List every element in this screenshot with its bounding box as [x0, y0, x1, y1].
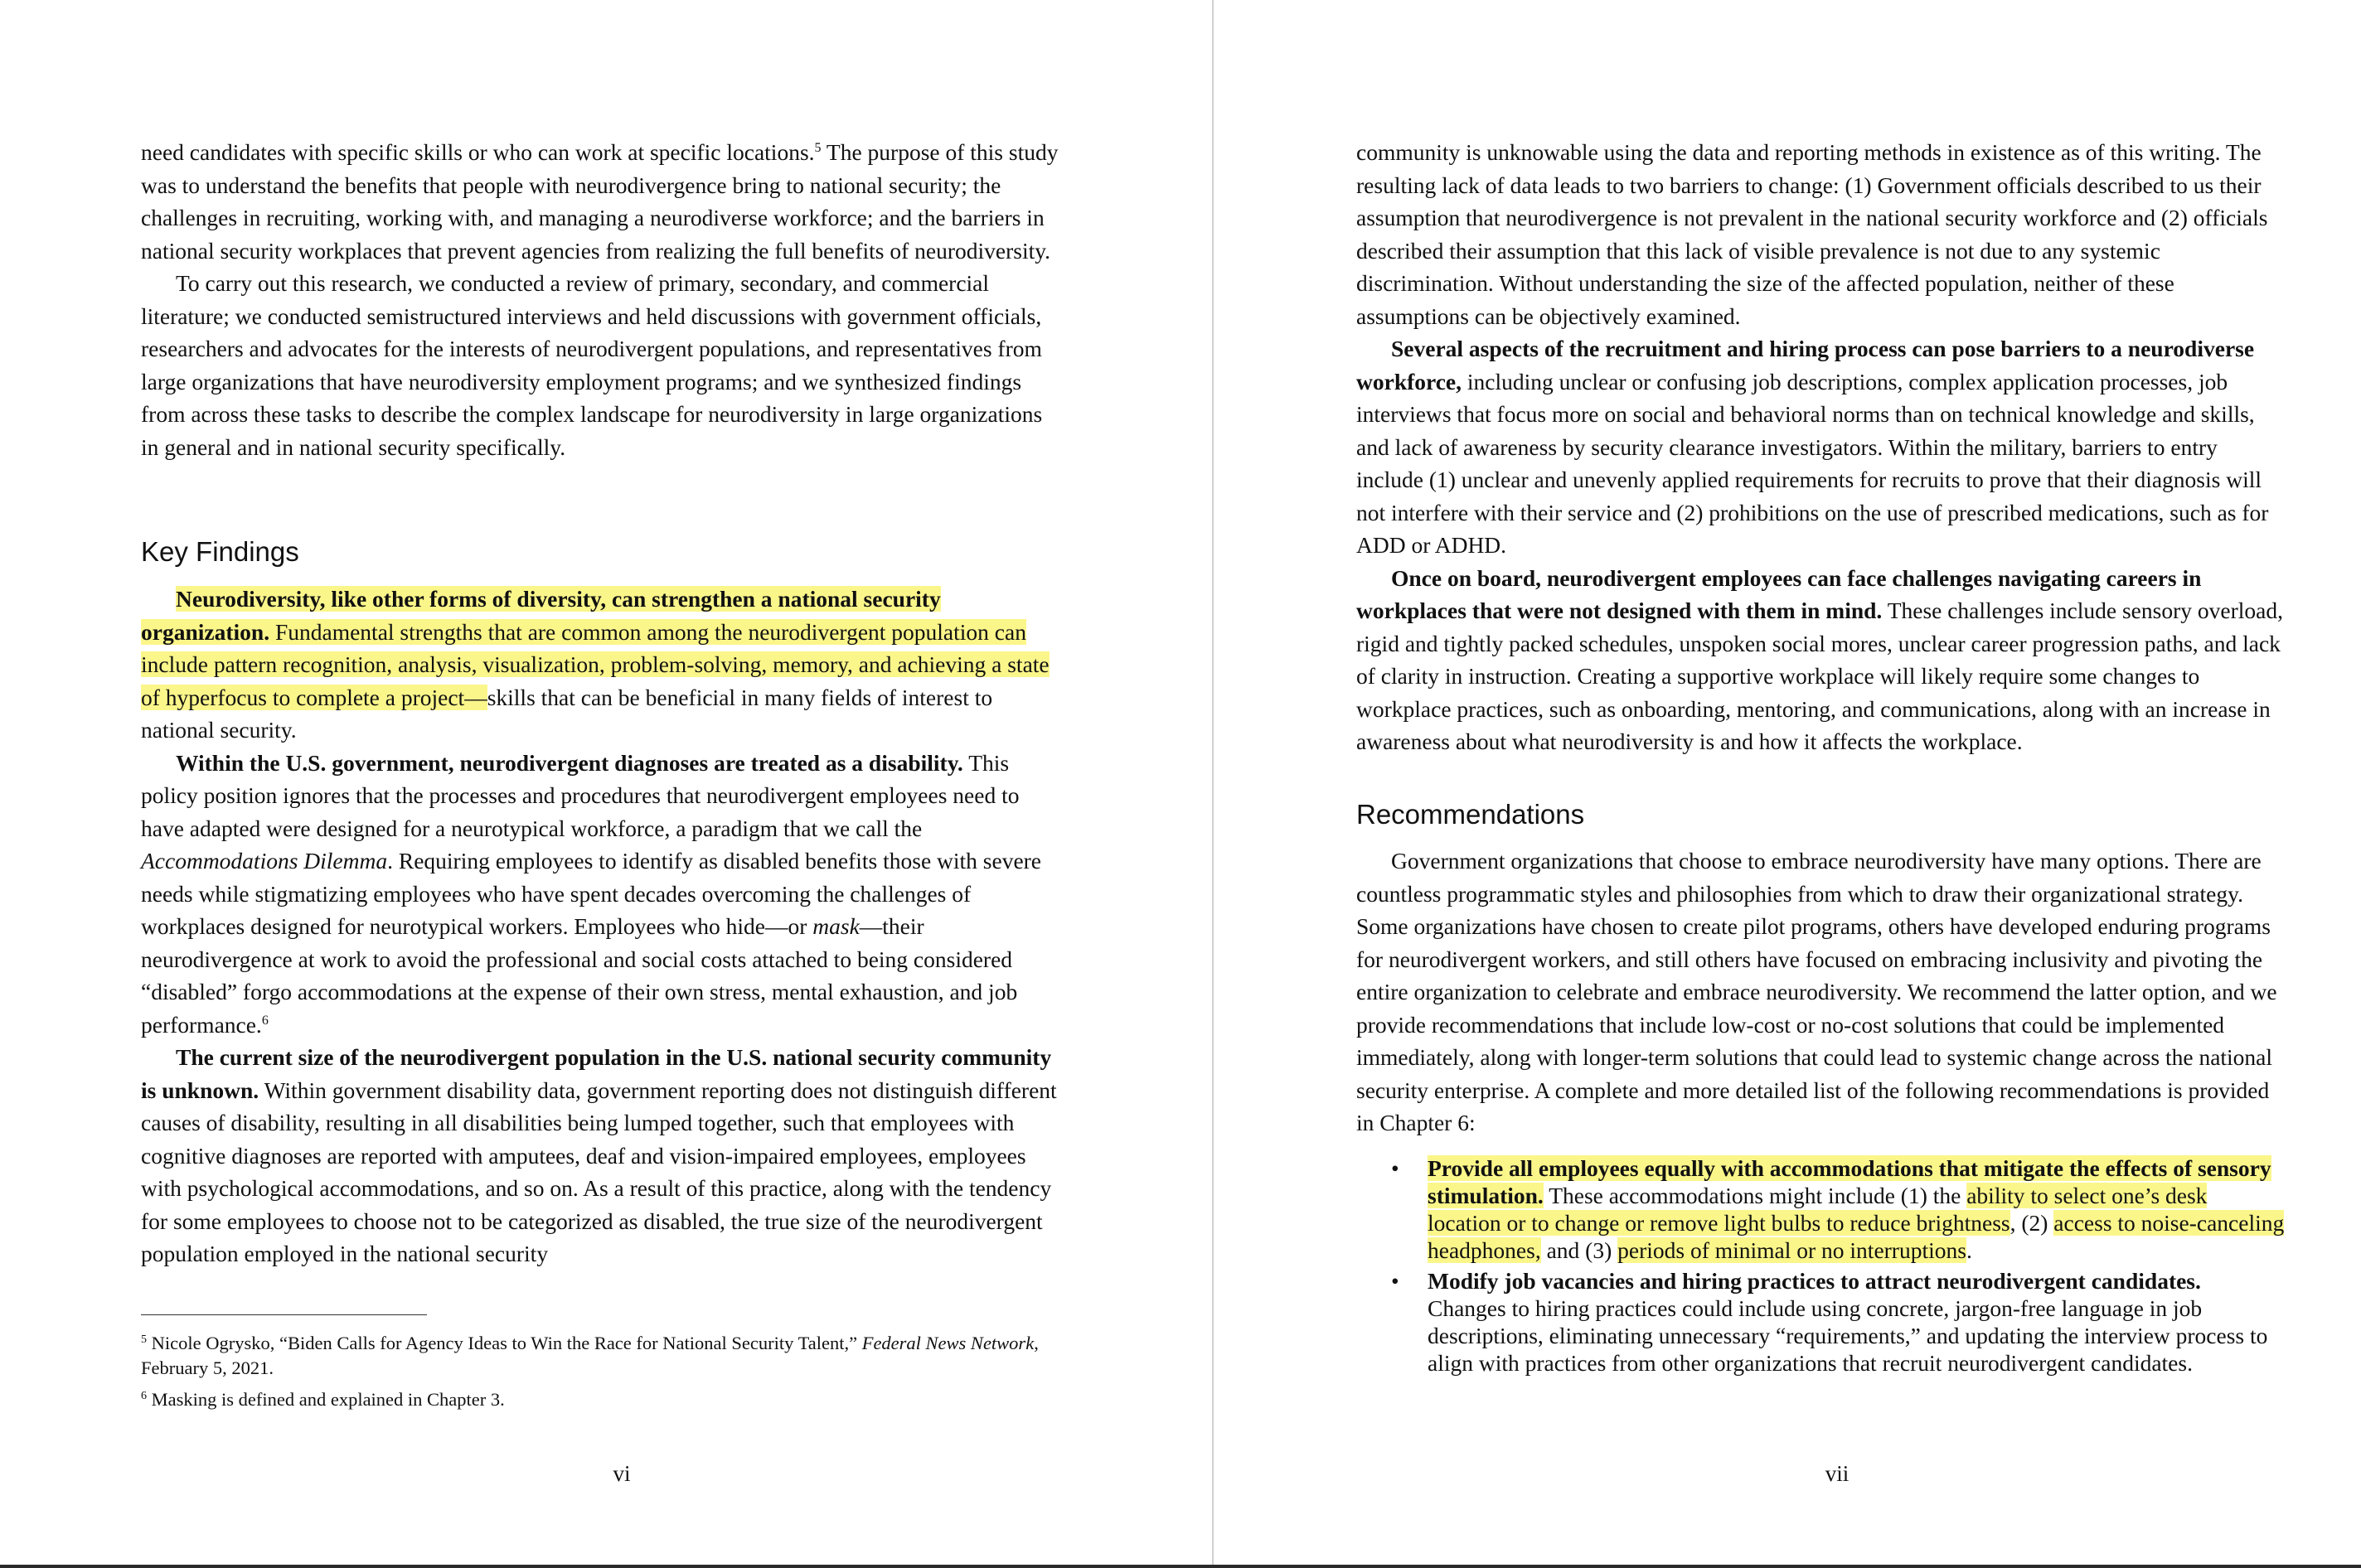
finding-text: These challenges include sensory overload, rigid and tightly packed schedules, unspoken social mores, unclear career progression paths, and lack of clarity in instruction. Creating a supportive workplace will likely require some changes to workplace practices, such as onboarding, mentoring, and communications, along with an increase in awareness about what neurodiversity is and how it affects the workplace.	[1356, 598, 2283, 754]
recommendation-sensory-lead: Provide all employees equally with accommodations that mitigate the effects of sensory stimulation.	[1428, 1155, 2271, 1208]
recommendations-intro: Government organizations that choose to embrace neurodiversity have many options. There are countless programmatic styles and philosophies from which to draw their organizational strategy. Some organizations have chosen to create pilot programs, others have developed enduring programs for neurodivergent workers, and still others have focused on embracing inclusivity and pivoting the entire organization to celebrate and embrace neurodiversity. We recommend the latter option, and we provide recommendations that include low-cost or no-cost solutions that could be implemented immediately, along with longer-term solutions that could lead to systemic change across the national security enterprise. A complete and more detailed list of the following recommendations is provided in Chapter 6:	[1356, 848, 2277, 1135]
finding-recruitment-lead: Several aspects of the recruitment and hiring process can pose barriers to a neurodiverse workforce,	[1356, 336, 2255, 394]
bullet-icon: •	[1391, 1268, 1399, 1294]
footnote-divider	[141, 1314, 427, 1315]
highlight-headphones: access to noise-canceling headphones,	[1428, 1210, 2285, 1263]
recommendation-sensory	[1356, 1154, 2285, 1264]
intro-paragraph-1	[141, 136, 1061, 267]
finding-recruitment-barriers	[1356, 332, 2285, 562]
intro-text: need candidates with specific skills or who can work at specific locations.	[141, 139, 815, 165]
recommendation-hiring	[1356, 1267, 2285, 1377]
recommendation-text: .	[1966, 1237, 1972, 1263]
footnote-5	[141, 1331, 1061, 1381]
term-mask: mask	[812, 913, 860, 939]
window-bottom-edge	[0, 1565, 2361, 1568]
page-vii	[1214, 0, 2361, 1565]
footnote-number: 6	[141, 1390, 147, 1402]
footnotes	[141, 1331, 1061, 1419]
finding-strength-lead: Neurodiversity, like other forms of diversity, can strengthen a national security organization.	[141, 586, 941, 645]
recommendations-heading: Recommendations	[1356, 799, 1585, 830]
finding-disability-lead: Within the U.S. government, neurodivergent diagnoses are treated as a disability.	[176, 749, 963, 776]
key-findings-body	[141, 583, 1061, 1270]
footnote-6	[141, 1387, 1061, 1412]
finding-population-lead: The current size of the neurodivergent population in the U.S. national security community is unknown.	[141, 1044, 1052, 1103]
finding-text: This policy position ignores that the processes and procedures that neurodivergent employees need to have adapted were designed for a neurotypical workforce, a paradigm that we call the	[141, 749, 1020, 841]
recommendation-text: Changes to hiring practices could include using concrete, jargon-free language in job descriptions, eliminating unnecessary “requirements,” and updating the interview process to align with practices from other organizations that recruit neurodivergent candidates.	[1428, 1295, 2268, 1376]
finding-text: —their neurodivergence at work to avoid the professional and social costs attached to being considered “disabled” forgo accommodations at the expense of their own stress, mental exhaustion, and job performance.	[141, 913, 1018, 1038]
footnote-text: Nicole Ogrysko, “Biden Calls for Agency Ideas to Win the Race for National Security Talent,”	[147, 1333, 862, 1353]
recommendation-hiring-lead: Modify job vacancies and hiring practices to attract neurodivergent candidates.	[1428, 1268, 2201, 1294]
recommendations-list-block	[1356, 1154, 2285, 1380]
page-number-right: vii	[1825, 1461, 1850, 1486]
right-findings-body	[1356, 136, 2285, 758]
finding-strength-rest: skills that can be beneficial in many fields of interest to national security.	[141, 684, 993, 743]
recommendation-text: , (2)	[2010, 1210, 2054, 1236]
page-number-left: vi	[613, 1461, 631, 1486]
key-findings-heading: Key Findings	[141, 536, 299, 567]
recommendations-list	[1356, 1154, 2285, 1377]
finding-career-challenges	[1356, 562, 2285, 758]
highlight-interruptions: periods of minimal or no interruptions	[1617, 1237, 1966, 1263]
finding-text: Within government disability data, government reporting does not distinguish different causes of disability, resulting in all disabilities being lumped together, such that employees with cognitive diagnoses are reported with amputees, deaf and vision-impaired employees, employees with psychological accommodations, and so on. As a result of this practice, along with the tendency for some employees to choose not to be categorized as disabled, the true size of the neurodivergent population employed in the national security	[141, 1077, 1057, 1266]
bullet-icon: •	[1391, 1155, 1399, 1181]
finding-population-size	[141, 1041, 1061, 1270]
footnote-text: Masking is defined and explained in Chapter 3.	[147, 1389, 505, 1410]
footnote-text: , February 5, 2021.	[141, 1333, 1039, 1378]
footnote-number: 5	[141, 1333, 147, 1346]
finding-strength-highlight: Fundamental strengths that are common among the neurodivergent population can include pattern recognition, analysis, visualization, problem-solving, memory, and achieving a state of hyperfocus to complete a project—	[141, 618, 1050, 710]
population-continuation: community is unknowable using the data and reporting methods in existence as of this writing. The resulting lack of data leads to two barriers to change: (1) Government officials described to us their assumption that neurodivergence is not prevalent in the national security workforce and (2) officials described their assumption that this lack of visible prevalence is not due to any systemic discrimination. Without understanding the size of the affected population, neither of these assumptions can be objectively examined.	[1356, 139, 2268, 329]
finding-text: including unclear or confusing job descriptions, complex application processes, job interviews that focus more on social and behavioral norms than on technical knowledge and skills, and lack of awareness by security clearance investigators. Within the military, barriers to entry include (1) unclear and unevenly applied requirements for recruits to prove that their diagnosis will not interfere with their service and (2) prohibitions on the use of prescribed medications, such as for ADD or ADHD.	[1356, 368, 2269, 558]
footnote-ref-6[interactable]: 6	[261, 1013, 269, 1028]
footnote-ref-5[interactable]: 5	[814, 141, 822, 155]
recommendations-body	[1356, 844, 2285, 1140]
recommendation-text: These accommodations might include (1) the	[1543, 1183, 1967, 1208]
finding-text: . Requiring employees to identify as disabled benefits those with severe needs while stigmatizing employees who have spent decades overcoming the challenges of workplaces designed for neurotypical workers. Employees who hide—or	[141, 848, 1042, 939]
finding-strength	[141, 583, 1061, 747]
highlight-desk-location: ability to select one’s desk location or to change or remove light bulbs to reduce brightness	[1428, 1183, 2208, 1236]
finding-disability	[141, 747, 1061, 1042]
intro-text: The purpose of this study was to understand the benefits that people with neurodivergence bring to national security; the challenges in recruiting, working with, and managing a neurodiverse workforce; and the barriers in national security workplaces that prevent agencies from realizing the full benefits of neurodiversity.	[141, 139, 1059, 264]
left-intro	[141, 136, 1061, 463]
footnote-source-title: Federal News Network	[861, 1333, 1035, 1353]
finding-career-lead: Once on board, neurodivergent employees can face challenges navigating careers in workplaces that were not designed with them in mind.	[1356, 564, 2202, 623]
intro-paragraph-2: To carry out this research, we conducted a review of primary, secondary, and commercial literature; we conducted semistructured interviews and held discussions with government officials, researchers and advocates for the interests of neurodivergent populations, and representatives from large organizations that have neurodiversity employment programs; and we synthesized findings from across these tasks to describe the complex landscape for neurodiversity in large organizations in general and in national security specifically.	[141, 270, 1043, 460]
term-accommodations-dilemma: Accommodations Dilemma	[141, 848, 388, 874]
recommendation-text: and (3)	[1540, 1237, 1618, 1263]
